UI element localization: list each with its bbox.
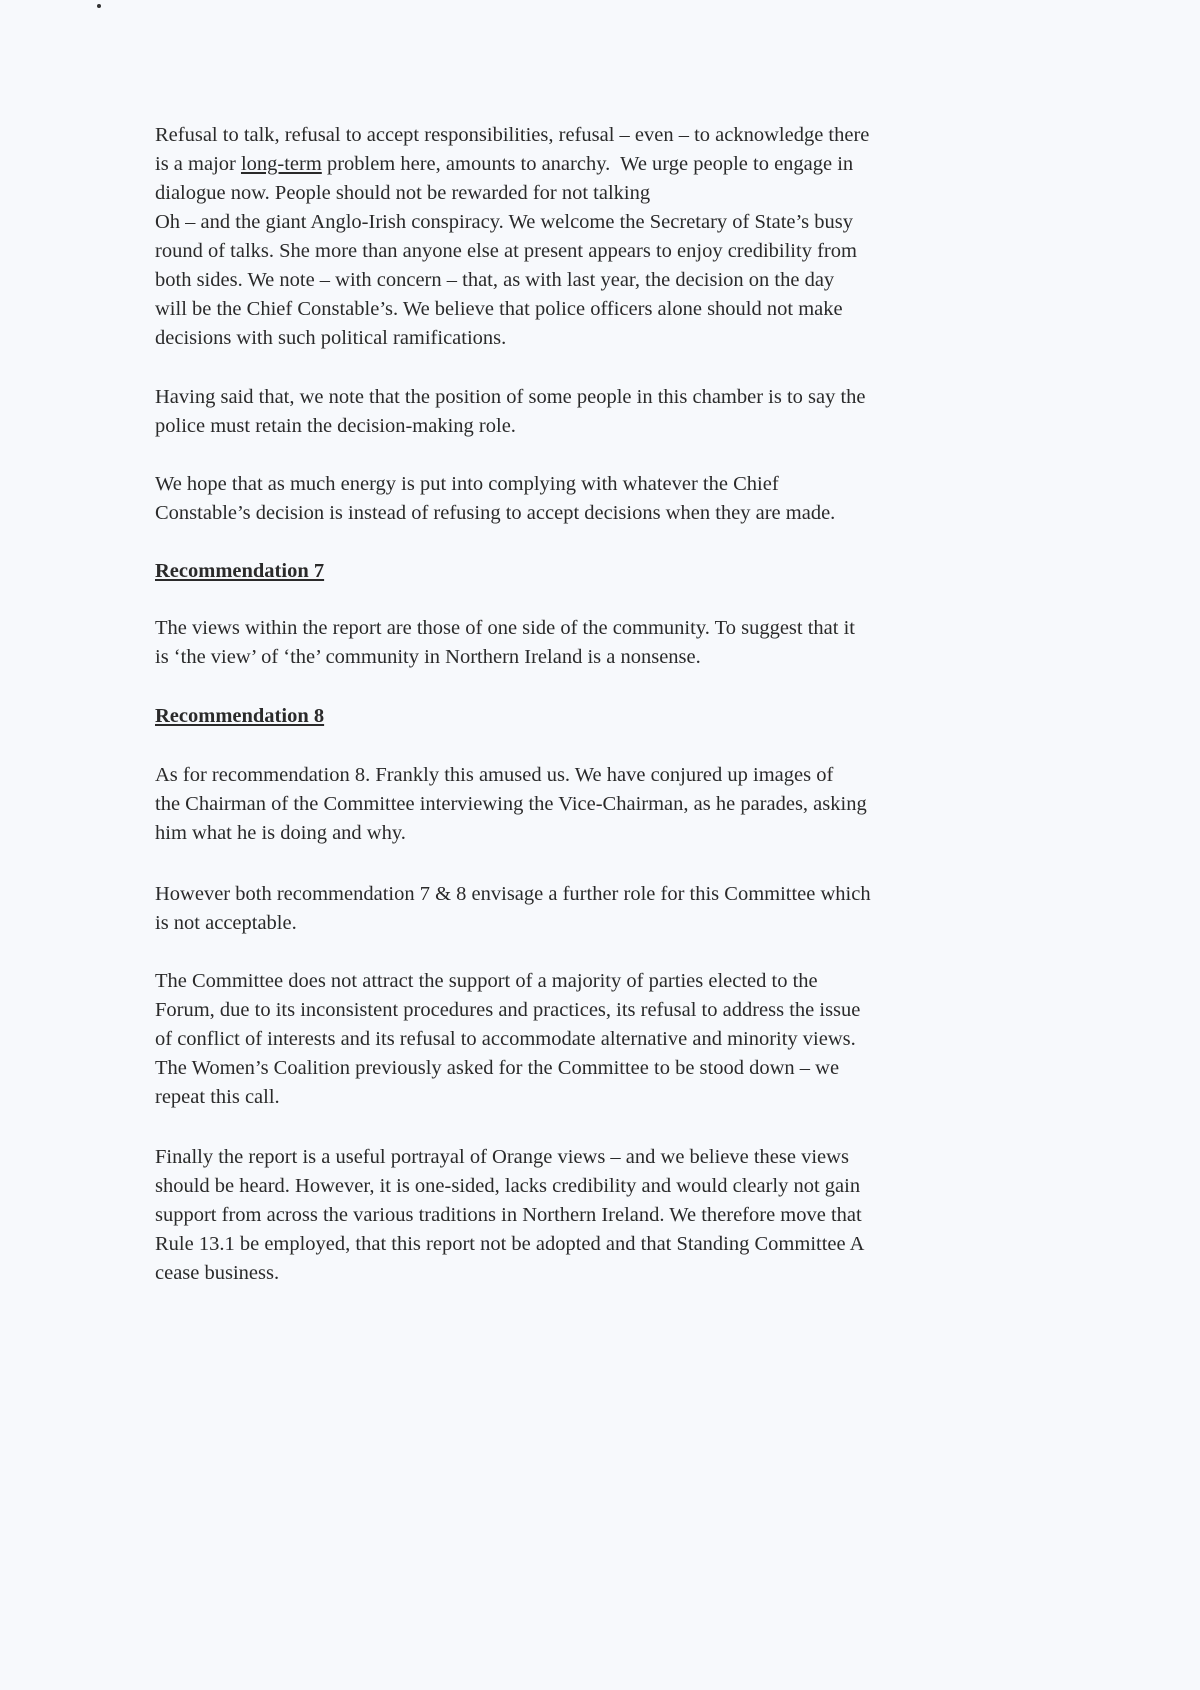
line: The views within the report are those of one side of the community. To suggest that it <box>155 617 855 639</box>
line: dialogue now. People should not be rewarded for not talking <box>155 182 651 204</box>
paragraph-7 <box>155 967 1035 1112</box>
line: decisions with such political ramifications. <box>155 327 507 349</box>
line: is not acceptable. <box>155 912 297 934</box>
line: support from across the various traditions in Northern Ireland. We therefore move that <box>155 1204 862 1226</box>
line: Having said that, we note that the position of some people in this chamber is to say the <box>155 386 866 408</box>
line: repeat this call. <box>155 1086 280 1108</box>
paragraph-1 <box>155 121 1035 353</box>
line: should be heard. However, it is one-sided, lacks credibility and would clearly not gain <box>155 1175 861 1197</box>
text: is a major <box>155 153 241 175</box>
line: The Committee does not attract the support of a majority of parties elected to the <box>155 970 818 992</box>
line: We hope that as much energy is put into complying with whatever the Chief <box>155 473 779 495</box>
paragraph-3 <box>155 470 1035 528</box>
line: Constable’s decision is instead of refusing to accept decisions when they are made. <box>155 502 836 524</box>
line: both sides. We note – with concern – that, as with last year, the decision on the day <box>155 269 835 291</box>
line: Refusal to talk, refusal to accept responsibilities, refusal – even – to acknowledge there <box>155 124 870 146</box>
section-heading: Recommendation 8 <box>155 705 325 727</box>
line: police must retain the decision-making role. <box>155 415 516 437</box>
line: the Chairman of the Committee interviewing the Vice-Chairman, as he parades, asking <box>155 793 867 815</box>
line: Forum, due to its inconsistent procedures and practices, its refusal to address the issue <box>155 999 861 1021</box>
line: him what he is doing and why. <box>155 822 406 844</box>
line: As for recommendation 8. Frankly this amused us. We have conjured up images of <box>155 764 834 786</box>
section-heading: Recommendation 7 <box>155 560 325 582</box>
line: cease business. <box>155 1262 280 1284</box>
heading-recommendation-8 <box>155 702 1035 731</box>
heading-recommendation-7 <box>155 557 1035 586</box>
line: of conflict of interests and its refusal to accommodate alternative and minority views. <box>155 1028 856 1050</box>
line: is ‘the view’ of ‘the’ community in Northern Ireland is a nonsense. <box>155 646 701 668</box>
line: will be the Chief Constable’s. We believe that police officers alone should not make <box>155 298 843 320</box>
paragraph-6 <box>155 880 1035 938</box>
paragraph-8 <box>155 1143 1035 1288</box>
paragraph-4 <box>155 614 1035 672</box>
line: Rule 13.1 be employed, that this report not be adopted and that Standing Committee A <box>155 1233 865 1255</box>
line: Finally the report is a useful portrayal of Orange views – and we believe these views <box>155 1146 849 1168</box>
line: Oh – and the giant Anglo-Irish conspiracy. We welcome the Secretary of State’s busy <box>155 211 854 233</box>
paragraph-5 <box>155 761 1035 848</box>
line: The Women’s Coalition previously asked for the Committee to be stood down – we <box>155 1057 840 1079</box>
underlined-text: long-term <box>240 153 322 175</box>
paragraph-2 <box>155 383 1035 441</box>
line: However both recommendation 7 & 8 envisage a further role for this Committee which <box>155 883 871 905</box>
scan-speck <box>97 4 101 8</box>
line: round of talks. She more than anyone else at present appears to enjoy credibility from <box>155 240 857 262</box>
line <box>155 150 1035 179</box>
text: problem here, amounts to anarchy. We urge people to engage in <box>321 153 854 175</box>
